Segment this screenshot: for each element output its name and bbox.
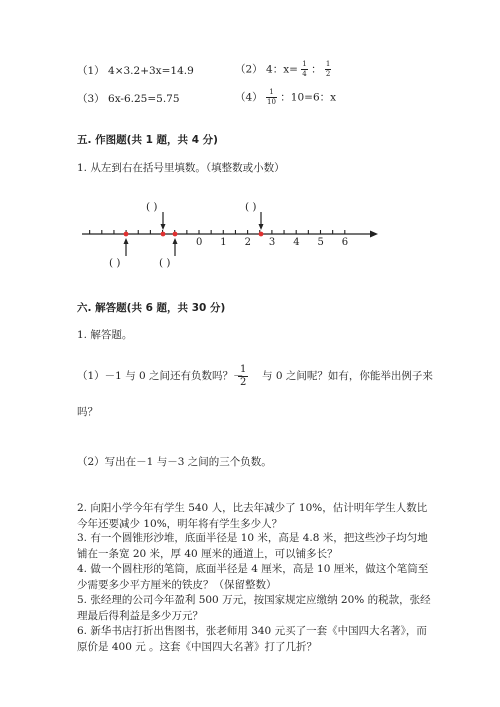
arrow-up-right-head xyxy=(173,238,178,244)
tick-label: 5 xyxy=(317,237,324,248)
arrow-down-left-head xyxy=(161,224,166,230)
fraction-denominator: 2 xyxy=(240,377,247,388)
equation-3: （3） 6x-6.25=5.75 xyxy=(77,93,180,105)
arrow-up-left-head xyxy=(124,238,129,244)
tick-label: 2 xyxy=(244,237,251,248)
answer-blank: ( ) xyxy=(146,201,158,213)
fraction-denominator: 4 xyxy=(302,70,307,78)
point-marker xyxy=(259,232,264,237)
question-5: 5. 张经理的公司今年盈利 500 万元，按国家规定应缴纳 20% 的税款，张经理最后得利益是多少万元？ xyxy=(77,594,431,622)
arrow-down-right-head xyxy=(259,224,264,230)
tick-label: 1 xyxy=(220,237,227,248)
section-6-title: 六. 解答题(共 6 题，共 30 分) xyxy=(77,302,226,314)
answer-blank: ( ) xyxy=(109,257,121,269)
subquestion-1-part-a: （1）－1 与 0 之间还有负数吗？－ xyxy=(77,370,244,382)
equation-4 xyxy=(235,88,336,107)
tick-label: 6 xyxy=(341,237,349,248)
fraction-numerator: 1 xyxy=(325,60,331,68)
fraction-half xyxy=(325,60,331,79)
tick-label: 3 xyxy=(268,237,276,248)
fraction-half-large xyxy=(238,364,248,389)
section-5-title: 五. 作图题(共 1 题，共 4 分) xyxy=(77,134,218,146)
fraction-quarter xyxy=(301,60,307,79)
subquestion-2: （2）写出在－1 与－3 之间的三个负数。 xyxy=(77,456,272,468)
equation-1: （1） 4×3.2+3x=14.9 xyxy=(77,65,194,77)
equation-4-suffix: ：10=6：x xyxy=(280,91,337,104)
question-3: 3. 有一个圆锥形沙堆，底面半径是 10 米，高是 4.8 米，把这些沙子均匀地铺在一条宽 20 米，厚 40 厘米的通道上，可以铺多长？ xyxy=(77,532,428,560)
answer-blank: ( ) xyxy=(245,201,257,213)
equation-2 xyxy=(235,60,331,79)
tick-label: 0 xyxy=(196,237,203,248)
point-marker xyxy=(173,232,178,237)
fraction-denominator: 10 xyxy=(267,98,276,106)
fraction-denominator: 2 xyxy=(325,70,331,78)
subquestion-1-part-b: 与 0 之间呢？如有，你能举出例子来 xyxy=(262,370,433,382)
tick-label: 4 xyxy=(293,237,300,248)
fraction-numerator: 1 xyxy=(266,88,277,98)
section-5-question-1: 1. 从左到右在括号里填数。（填整数或小数） xyxy=(77,162,285,174)
equation-2-prefix: （2） 4：x= xyxy=(235,63,298,76)
point-marker xyxy=(124,232,129,237)
fraction-numerator: 1 xyxy=(302,60,307,68)
fraction-numerator: 1 xyxy=(240,364,247,375)
number-line-arrowhead xyxy=(370,231,378,238)
point-marker xyxy=(161,232,166,237)
equation-2-colon: ： xyxy=(311,63,322,76)
equation-4-prefix: （4） xyxy=(235,91,263,104)
answer-blank: ( ) xyxy=(159,257,171,269)
question-4: 4. 做一个圆柱形的笔筒，底面半径是 4 厘米，高是 10 厘米，做这个笔筒至少需要多少平方厘米的铁皮？（保留整数） xyxy=(77,563,429,591)
section-6-question-1: 1. 解答题。 xyxy=(77,329,133,341)
question-6: 6. 新华书店打折出售图书，张老师用 340 元买了一套《中国四大名著》，而原价是 400 元 。这套《中国四大名著》打了几折？ xyxy=(77,625,427,653)
question-2: 2. 向阳小学今年有学生 540 人，比去年减少了 10%，估计明年学生人数比今年还要减少 10%，明年将有学生多少人？ xyxy=(77,502,428,530)
fraction-tenth xyxy=(266,88,277,107)
subquestion-1-part-c: 吗？ xyxy=(77,406,98,418)
